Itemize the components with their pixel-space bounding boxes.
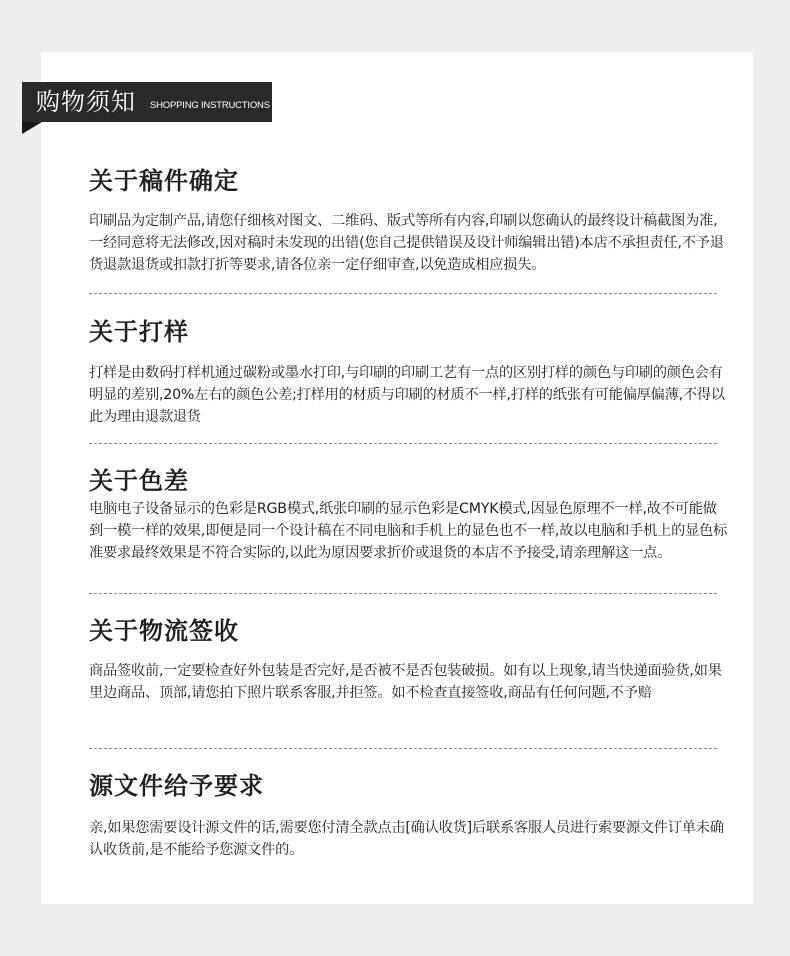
banner-subtitle: SHOPPING INSTRUCTIONS: [150, 100, 270, 111]
section-delivery-signoff: [89, 617, 729, 704]
section-body: 商品签收前,一定要检查好外包装是否完好,是否被不是否包装破损。如有以上现象,请当快递面验货,如果里边商品、顶部,请您拍下照片联系客服,并拒签。如不检查直接签收,商品有任何问题,不予赔: [89, 663, 722, 701]
banner-title: 购物须知: [36, 88, 136, 116]
section-body: 亲,如果您需要设计源文件的话,需要您付清全款点击[确认收货]后联系客服人员进行索要源文件订单未确认收货前,是不能给予您源文件的。: [89, 820, 724, 858]
section-title: 关于打样: [89, 318, 189, 346]
section-source-files: [89, 772, 729, 861]
section-body: 印刷品为定制产品,请您仔细核对图文、二维码、版式等所有内容,印刷以您确认的最终设计稿截图为准,一经同意将无法修改,因对稿时未发现的出错(您自己提供错误及设计师编辑出错)本店不承担责任,不予退货退款退货或扣款打折等要求,请各位亲一定仔细审查,以免造成相应损失。: [89, 213, 724, 273]
section-divider: [89, 748, 717, 749]
section-title: 源文件给予要求: [89, 772, 264, 800]
section-divider: [89, 593, 717, 594]
section-color-difference: [89, 467, 729, 564]
section-title: 关于稿件确定: [89, 167, 239, 195]
header-banner: [22, 82, 272, 122]
banner-fold: [22, 122, 42, 134]
section-artwork-confirmation: [89, 167, 729, 276]
section-divider: [89, 443, 717, 444]
section-body: 电脑电子设备显示的色彩是RGB模式,纸张印刷的显示色彩是CMYK模式,因显色原理不一样,故不可能做到一模一样的效果,即便是同一个设计稿在不同电脑和手机上的显色也不一样,故以电脑和手机上的显色标准要求最终效果是不符合实际的,以此为原因要求折价或退货的本店不予接受,请亲理解这一点。: [89, 501, 728, 561]
section-proofing: [89, 318, 729, 428]
section-divider: [89, 293, 717, 294]
section-title: 关于物流签收: [89, 617, 239, 645]
section-title: 关于色差: [89, 467, 189, 495]
section-body: 打样是由数码打样机通过碳粉或墨水打印,与印刷的印刷工艺有一点的区别打样的颜色与印刷的颜色会有明显的差别,20%左右的颜色公差;打样用的材质与印刷的材质不一样,打样的纸张有可能偏厚偏薄,不得以此为理由退款退货: [89, 365, 725, 425]
